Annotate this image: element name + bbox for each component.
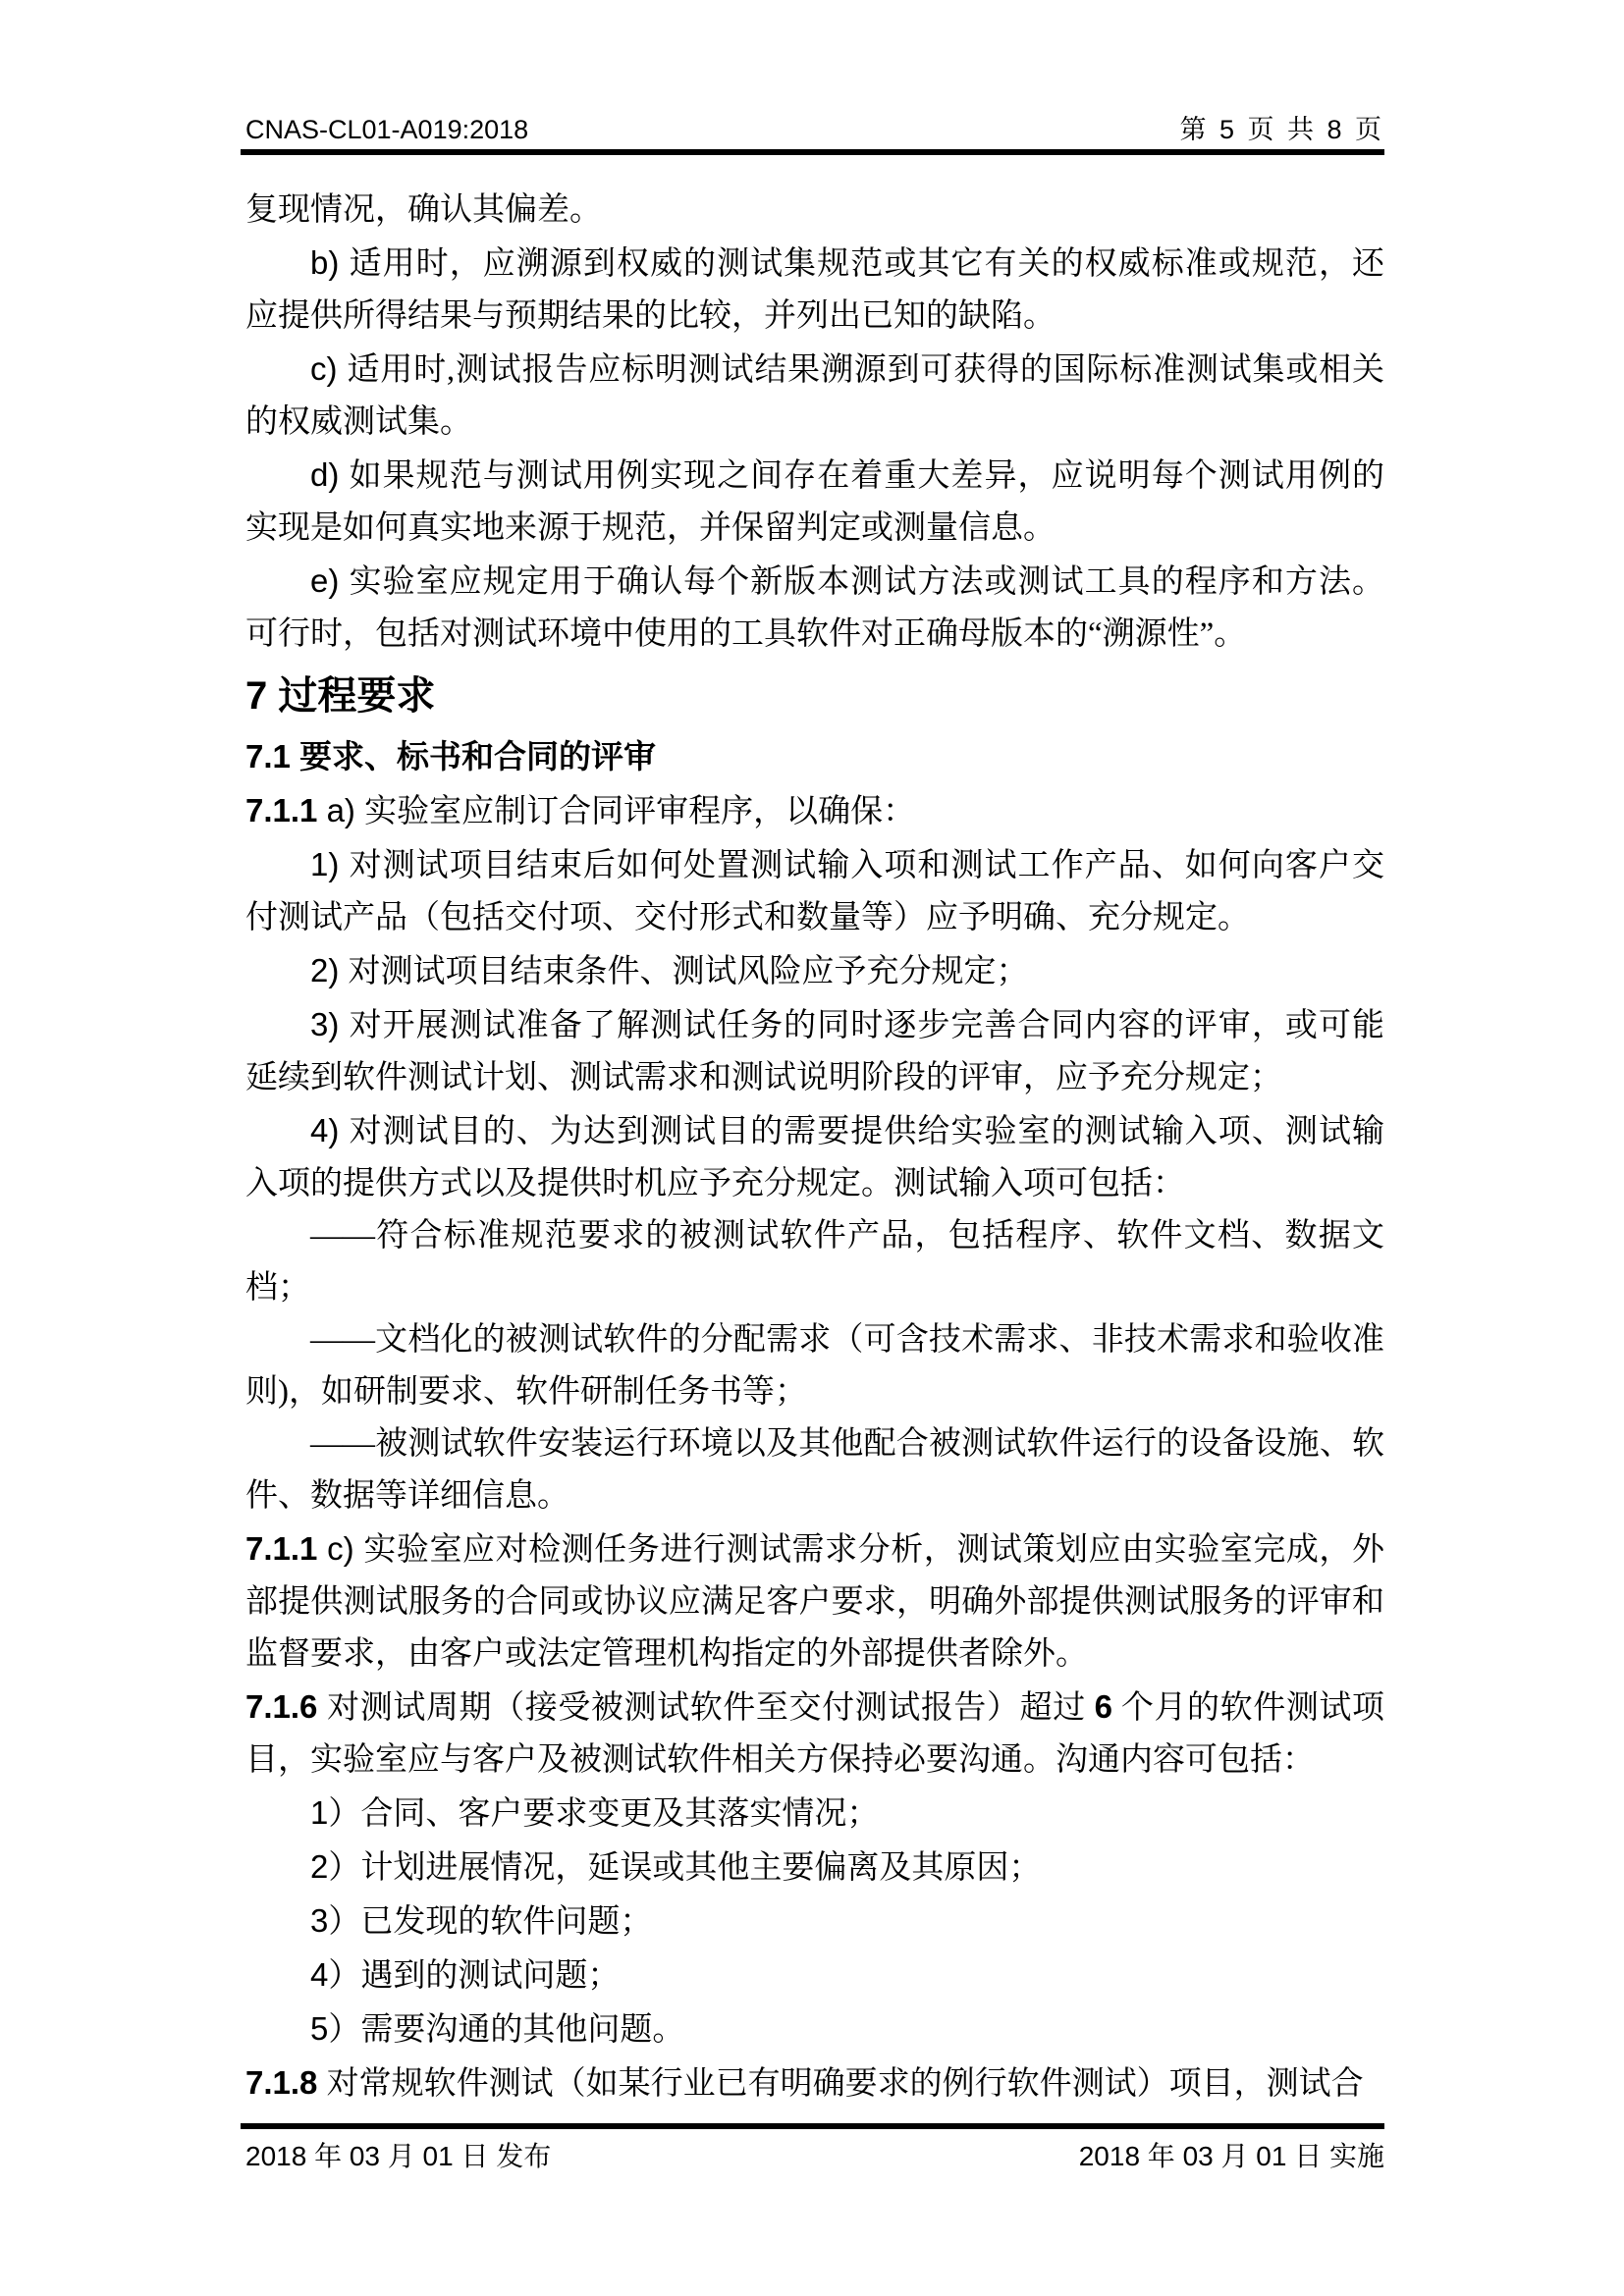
- list-item-fw-2: [245, 1841, 1384, 1895]
- text-segment: 2): [310, 952, 349, 988]
- clause-7-1-1-c: [245, 1522, 1384, 1681]
- list-item-d: [245, 449, 1384, 555]
- text-segment: 计划进展情况，延误或其他主要偏离及其原因；: [360, 1850, 1042, 1886]
- clause-7-1-1-a: [245, 784, 1384, 838]
- text-segment: 复现情况，确认其偏差。: [245, 192, 602, 228]
- list-item-e: [245, 555, 1384, 661]
- footer-rule: [241, 2123, 1384, 2129]
- dash-item-2: [245, 1314, 1384, 1418]
- text-segment: c): [310, 350, 348, 387]
- text-segment: 对测试周期（接受被测试软件至交付测试报告）超过: [327, 1690, 1095, 1726]
- text-segment: 实验室应对检测任务进行测试需求分析，测试策划应由实验室完成，外部提供测试服务的合同或协议应满足客户要求，明确外部提供测试服务的评审和监督要求，由客户或法定管理机构指定的外部提供者除外。: [245, 1532, 1384, 1672]
- clause-7-1-6: [245, 1681, 1384, 1787]
- text-segment: 1): [310, 846, 350, 882]
- list-item-3: [245, 998, 1384, 1104]
- list-item-fw-4: [245, 1949, 1384, 2002]
- text-segment: 已发现的软件问题；: [360, 1904, 653, 1940]
- text-segment: d): [310, 456, 350, 493]
- list-item-4: [245, 1104, 1384, 1210]
- text-segment: 6: [1094, 1688, 1113, 1725]
- text-segment: 合同、客户要求变更及其落实情况；: [360, 1796, 880, 1832]
- text-segment: 适用时，应溯源到权威的测试集规范或其它有关的权威标准或规范，还应提供所得结果与预期结果的比较，并列出已知的缺陷。: [245, 246, 1384, 334]
- text-segment: 实验室应制订合同评审程序，以确保：: [364, 794, 916, 829]
- clause-7-1-8: [245, 2056, 1384, 2110]
- text-segment: 5）: [310, 2010, 361, 2047]
- document-body: [245, 185, 1384, 2110]
- text-segment: 如果规范与测试用例实现之间存在着重大差异，应说明每个测试用例的实现是如何真实地来源于规范，并保留判定或测量信息。: [245, 458, 1384, 546]
- section-heading-7-1: [245, 729, 1384, 784]
- text-segment: ——文档化的被测试软件的分配需求（可含技术需求、非技术需求和验收准则)，如研制要求、软件研制任务书等；: [245, 1322, 1384, 1410]
- text-segment: 适用时,测试报告应标明测试结果溯源到可获得的国际标准测试集或相关的权威测试集。: [245, 352, 1384, 440]
- text-segment: 对测试目的、为达到测试目的需要提供给实验室的测试输入项、测试输入项的提供方式以及提供时机应予充分规定。测试输入项可包括：: [245, 1114, 1384, 1201]
- section-heading-7: [245, 667, 1384, 725]
- footer-implementation-date: 2018 年 03 月 01 日 实施: [1078, 2141, 1384, 2171]
- footer-release-date: 2018 年 03 月 01 日 发布: [245, 2141, 552, 2171]
- list-item-1: [245, 838, 1384, 944]
- text-segment: b): [310, 244, 350, 281]
- text-segment: 1）: [310, 1794, 361, 1831]
- text-segment: 4): [310, 1112, 350, 1148]
- paragraph-continuation: [245, 185, 1384, 237]
- dash-item-1: [245, 1210, 1384, 1314]
- text-segment: 个月的软件测试项目，实验室应与客户及被测试软件相关方保持必要沟通。沟通内容可包括：: [245, 1690, 1385, 1778]
- text-segment: 对测试项目结束后如何处置测试输入项和测试工作产品、如何向客户交付测试产品（包括交付项、交付形式和数量等）应予明确、充分规定。: [245, 848, 1384, 935]
- text-segment: 对开展测试准备了解测试任务的同时逐步完善合同内容的评审，或可能延续到软件测试计划、测试需求和测试说明阶段的评审，应予充分规定；: [245, 1008, 1384, 1095]
- text-segment: ——符合标准规范要求的被测试软件产品，包括程序、软件文档、数据文档；: [245, 1218, 1384, 1306]
- text-segment: 2）: [310, 1848, 361, 1885]
- list-item-fw-3: [245, 1895, 1384, 1949]
- list-item-fw-5: [245, 2002, 1384, 2056]
- text-segment: 7.1.1: [245, 1530, 328, 1567]
- text-segment: e): [310, 562, 350, 599]
- text-segment: ——被测试软件安装运行环境以及其他配合被测试软件运行的设备设施、软件、数据等详细信息。: [245, 1426, 1384, 1514]
- text-segment: 7.1.1: [245, 792, 327, 828]
- text-segment: 对常规软件测试（如某行业已有明确要求的例行软件测试）项目，测试合: [326, 2066, 1364, 2102]
- header-rule: [241, 149, 1384, 155]
- list-item-2: [245, 944, 1384, 998]
- text-segment: 遇到的测试问题；: [360, 1958, 621, 1994]
- text-segment: 需要沟通的其他问题。: [360, 2012, 685, 2048]
- text-segment: 7.1.8: [245, 2064, 327, 2101]
- list-item-b: [245, 237, 1384, 343]
- text-segment: 3）: [310, 1902, 361, 1939]
- page-header: [245, 114, 1384, 145]
- text-segment: c): [327, 1530, 364, 1567]
- header-doc-number: CNAS-CL01-A019:2018: [245, 115, 529, 144]
- text-segment: 7 过程要求: [245, 674, 436, 718]
- header-page-number: 第 5 页 共 8 页: [1179, 115, 1384, 144]
- list-item-c: [245, 343, 1384, 449]
- text-segment: 7.1.6: [245, 1688, 328, 1725]
- page-footer: [245, 2140, 1384, 2173]
- text-segment: 实验室应规定用于确认每个新版本测试方法或测试工具的程序和方法。可行时，包括对测试环境中使用的工具软件对正确母版本的“溯源性”。: [245, 564, 1384, 652]
- text-segment: a): [326, 792, 365, 828]
- text-segment: 3): [310, 1006, 350, 1042]
- list-item-fw-1: [245, 1787, 1384, 1841]
- dash-item-3: [245, 1418, 1384, 1522]
- text-segment: 7.1 要求、标书和合同的评审: [245, 738, 657, 774]
- text-segment: 4）: [310, 1956, 361, 1993]
- text-segment: 对测试项目结束条件、测试风险应予充分规定；: [348, 954, 1029, 989]
